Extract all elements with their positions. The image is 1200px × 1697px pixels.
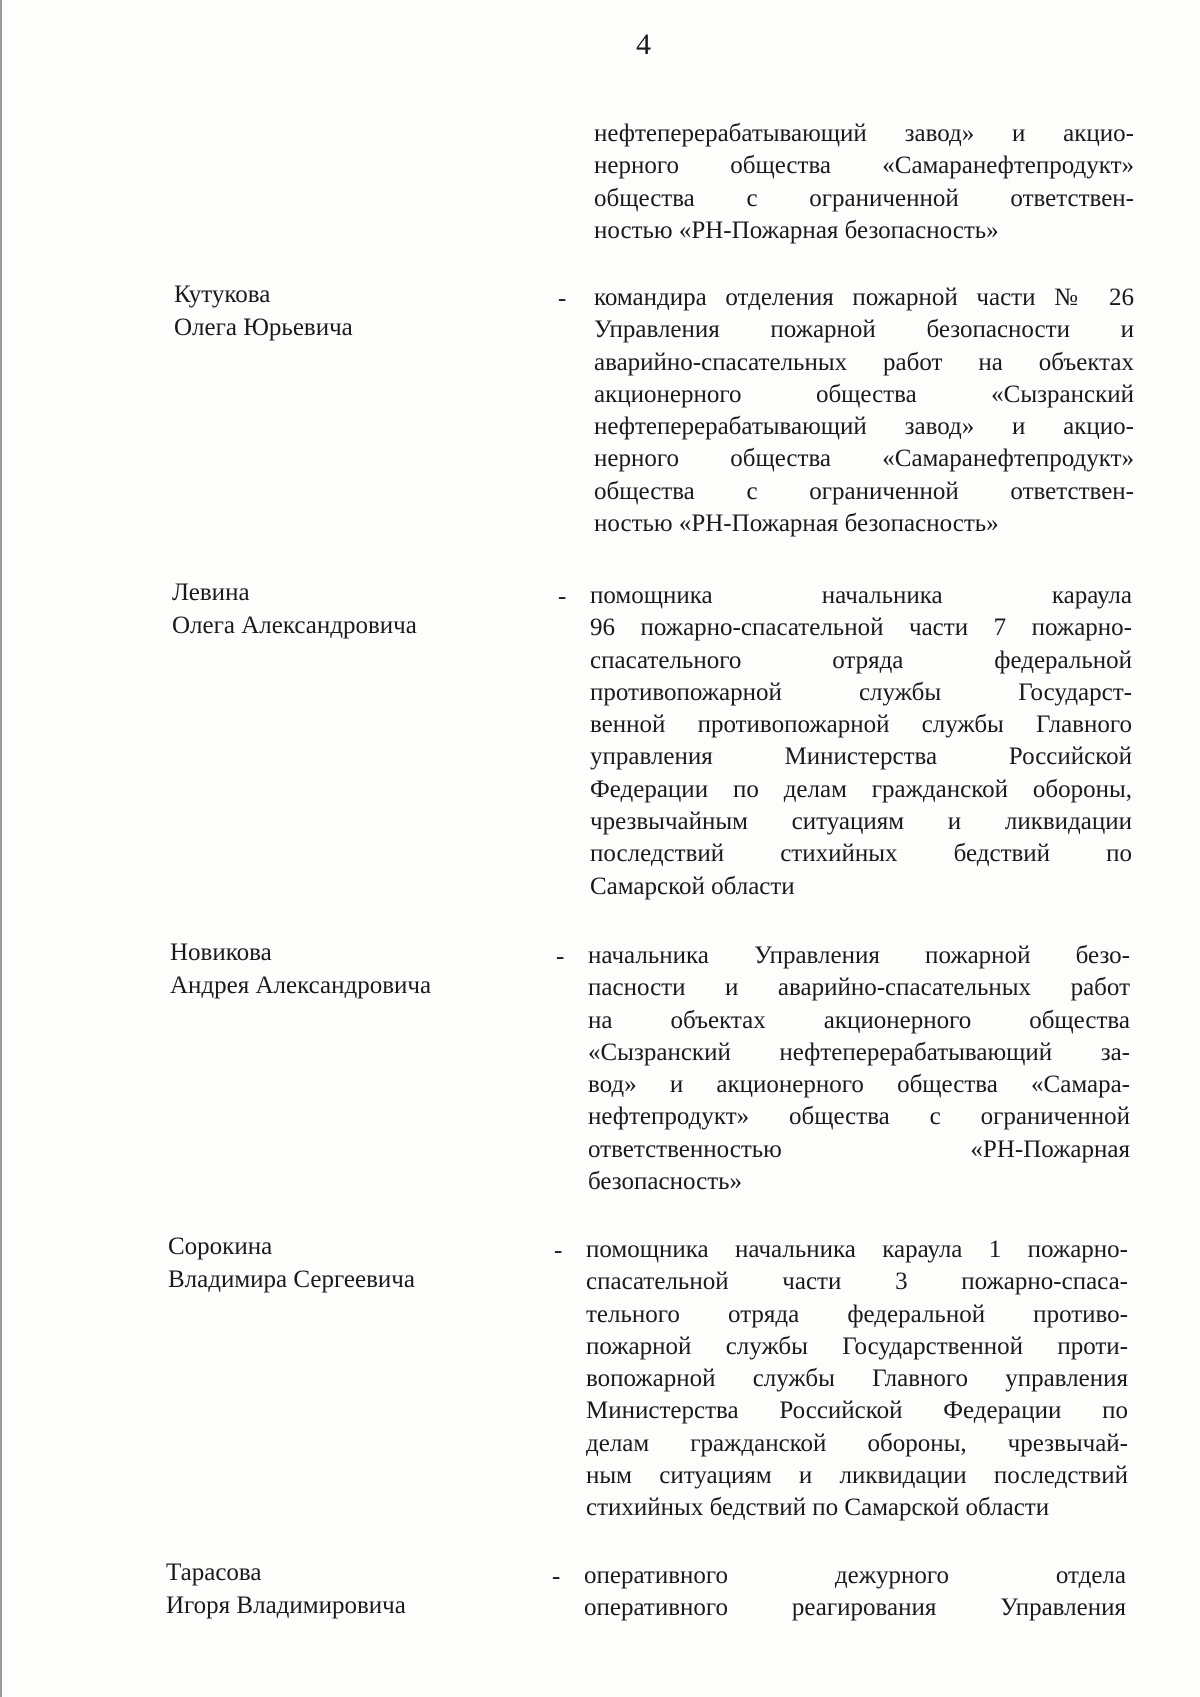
description-line: на объектах акционерного общества — [588, 1006, 1130, 1034]
scan-left-edge — [0, 0, 2, 1697]
entry-name-levin — [172, 576, 417, 642]
entry-surname: Тарасова — [166, 1559, 262, 1586]
description-line: помощника начальника караула — [590, 582, 1132, 609]
description-line: венной противопожарной службы Главного — [590, 711, 1132, 739]
description-line: безопасность» — [588, 1168, 743, 1196]
description-line: последствий стихийных бедствий по — [590, 840, 1132, 868]
description-line: пожарной службы Государственной проти- — [586, 1332, 1128, 1360]
entry-dash: - — [556, 943, 565, 970]
description-line: нерного общества «Самаранефтепродукт» — [594, 445, 1134, 473]
entry-description-levin — [590, 580, 1132, 903]
description-line: чрезвычайным ситуациям и ликвидации — [590, 808, 1132, 836]
description-line: аварийно-спасательных работ на объектах — [594, 348, 1134, 376]
description-line: помощника начальника караула 1 пожарно- — [586, 1236, 1128, 1263]
continuation-line: ностью «РН-Пожарная безопасность» — [594, 216, 999, 244]
entry-name-tarasov — [166, 1556, 406, 1622]
description-line: стихийных бедствий по Самарской области — [586, 1494, 1050, 1522]
entry-surname: Сорокина — [168, 1233, 273, 1260]
description-line: нефтеперерабатывающий завод» и акцио- — [594, 413, 1134, 441]
entry-description-novikov — [588, 940, 1130, 1198]
description-line: нефтепродукт» общества с ограниченной — [588, 1103, 1130, 1131]
description-line: Министерства Российской Федерации по — [586, 1397, 1128, 1425]
entry-dash: - — [558, 285, 567, 312]
description-line: вод» и акционерного общества «Самара- — [588, 1071, 1130, 1099]
entry-name-sorokin — [168, 1230, 415, 1296]
description-line: оперативного дежурного отдела — [584, 1562, 1126, 1589]
description-line: пасности и аварийно-спасательных работ — [588, 974, 1130, 1002]
description-line: акционерного общества «Сызранский — [594, 380, 1134, 408]
description-line: Самарской области — [590, 872, 795, 900]
description-line: управления Министерства Российской — [590, 743, 1132, 771]
description-line: начальника Управления пожарной безо- — [588, 942, 1130, 969]
description-line: делам гражданской обороны, чрезвычай- — [586, 1429, 1128, 1457]
description-line: общества с ограниченной ответствен- — [594, 477, 1134, 505]
continuation-line: общества с ограниченной ответствен- — [594, 184, 1134, 212]
description-line: 96 пожарно-спасательной части 7 пожарно- — [590, 614, 1132, 642]
description-line: командира отделения пожарной части № 26 — [594, 284, 1134, 311]
entry-surname: Левина — [172, 579, 250, 606]
description-line: «Сызранский нефтеперерабатывающий за- — [588, 1038, 1130, 1066]
entry-given-name: Олега Юрьевича — [174, 314, 353, 341]
entry-dash: - — [558, 583, 567, 610]
entry-given-name: Игоря Владимировича — [166, 1592, 406, 1619]
continuation-line: нефтеперерабатывающий завод» и акцио- — [594, 120, 1134, 147]
description-line: спасательного отряда федеральной — [590, 646, 1132, 674]
description-line: противопожарной службы Государст- — [590, 678, 1132, 706]
entry-given-name: Олега Александровича — [172, 612, 417, 639]
description-line: спасательной части 3 пожарно-спаса- — [586, 1268, 1128, 1296]
continuation-text — [594, 118, 1134, 247]
description-line: ответственностью «РН-Пожарная — [588, 1135, 1130, 1163]
entry-given-name: Андрея Александровича — [170, 972, 432, 999]
entry-description-kutukov — [594, 282, 1134, 540]
entry-description-tarasov — [584, 1560, 1126, 1625]
description-line: вопожарной службы Главного управления — [586, 1365, 1128, 1393]
description-line: Управления пожарной безопасности и — [594, 316, 1134, 344]
description-line: ным ситуациям и ликвидации последствий — [586, 1462, 1128, 1490]
description-line: тельного отряда федеральной противо- — [586, 1300, 1128, 1328]
entry-dash: - — [554, 1237, 563, 1264]
entry-name-novikov — [170, 936, 431, 1002]
entry-surname: Новикова — [170, 939, 272, 966]
description-line: Федерации по делам гражданской обороны, — [590, 775, 1132, 803]
entry-surname: Кутукова — [174, 281, 271, 308]
description-line: ностью «РН-Пожарная безопасность» — [594, 510, 999, 538]
entry-name-kutukov — [174, 278, 353, 344]
description-line: оперативного реагирования Управления — [584, 1594, 1126, 1622]
page-number: 4 — [636, 28, 651, 61]
entry-dash: - — [552, 1563, 561, 1590]
continuation-line: нерного общества «Самаранефтепродукт» — [594, 152, 1134, 180]
entry-given-name: Владимира Сергеевича — [168, 1266, 415, 1293]
entry-description-sorokin — [586, 1234, 1128, 1525]
